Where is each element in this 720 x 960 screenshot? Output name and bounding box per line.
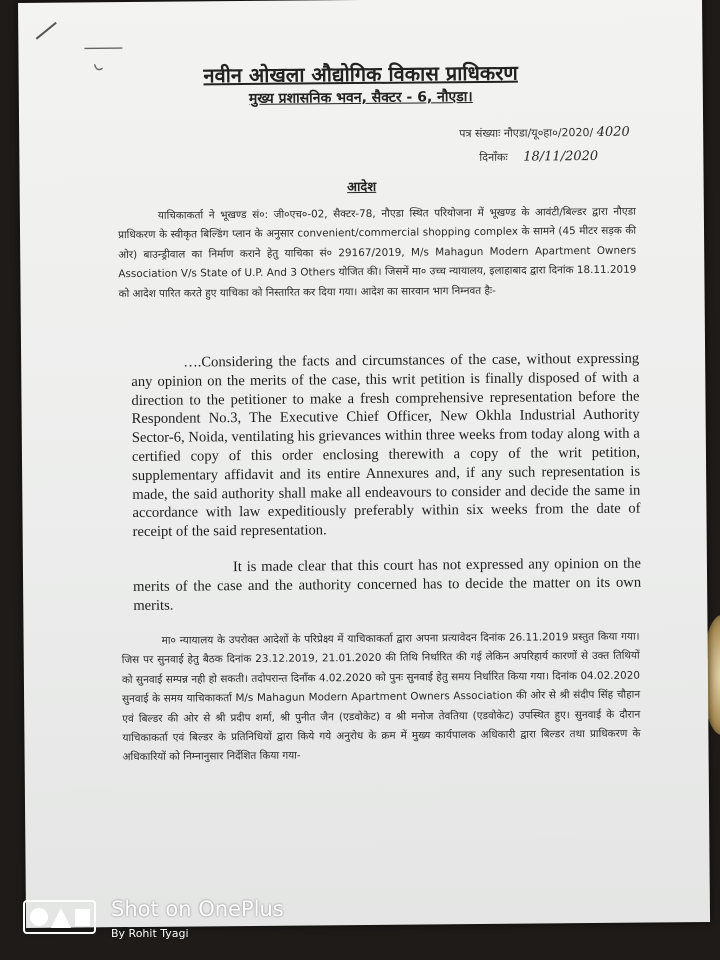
paragraph-1: याचिकाकर्ता ने भूखण्ड सं०: जी०एच०-02, सैक्टर-78, नौएडा स्थित परियोजना में भूखण्ड के आवंटी/बिल्डर द्वारा नौएडा प्राधिकरण के स्वीकृत बिल्डिंग प्लान के अनुसार convenient/commercial shopping complex के सामने (45 मीटर सड़क की ओर) बाउन्ड्रीवाल का निर्माण कराने हेतु याचिका सं० 29167/2019, M/s Mahagun Modern Apartment Owners Association V/s State of U.P. And 3 Others योजित की। जिसमें मा० उच्च न्यायालय, इलाहाबाद द्वारा दिनांक 18.11.2019 को आदेश पारित करते हुए याचिका को निस्तारित कर दिया गया। आदेश का सारवान भाग निम्नवत हैः- — [117, 205, 637, 300]
organization-address: मुख्य प्रशासनिक भवन, सैक्टर - 6, नौएडा। — [248, 89, 473, 107]
paragraph-2: मा० न्यायालय के उपरोक्त आदेशों के परिप्रेक्ष्य में याचिकाकर्ता द्वारा अपना प्रत्यावेदन दिनांक 26.11.2019 प्रस्तुत किया गया। जिस पर सुनवाई हेतु बैठक दिनांक 23.12.2019, 21.01.2020 की तिथि निर्धारित की गई लेकिन अपरिहार्य कारणों से उक्त तिथियों को सुनवाई सम्पन्न नही हो सकती। तदोपरान्त दिनाँक 4.02.2020 को पुनः सुनवाई हेतु समय निर्धारित किया गया। दिनांक 04.02.2020 सुनवाई के समय याचिकाकर्ता M/s Mahagun Modern Apartment Owners Association की ओर से श्री संदीप सिंह चौहान एवं बिल्डर की ओर से श्री प्रदीप शर्मा, श्री पुनीत जैन (एडवोकेट) व श्री मनोज तेवतिया (एडवोकेट) उपस्थित हुए। सुनवाई के दौरान याचिकाकर्ता एवं बिल्डर के प्रतिनिधियों द्वारा किये गये अनुरोध के क्रम में मुख्य कार्यपालक अधिकारी द्वारा बिल्डर तथा प्राधिकरण के अधिकारियों को निम्नानुसार निर्देशित किया गया- — [121, 630, 641, 764]
document-page — [18, 0, 710, 928]
watermark-text: Shot on OnePlus — [111, 897, 284, 921]
letter-number — [459, 121, 630, 146]
order-title: आदेश — [347, 179, 377, 196]
letter-number-label: पत्र संख्याः नौएडा/यू०हा०/2020/ — [459, 125, 594, 141]
date-handwritten: 18/11/2020 — [523, 148, 599, 165]
camera-watermark — [23, 897, 323, 947]
letter-number-handwritten: 4020 — [596, 124, 630, 140]
date-label: दिनाँकः — [479, 150, 508, 164]
quoted-order-1: ….Considering the facts and circumstances of the case, without expressing any opinion on the merits of the case, this writ petition is finally disposed of with a direction to the petitioner to make a fresh comprehensive representation before the Respondent No.3, The Executive Chief Officer, New Okhla Industrial Authority Sector-6, Noida, ventilating his grievances within three weeks from today along with a certified copy of this order enclosing therewith a copy of the writ petition, supplementary affidavit and its entire Annexures and, if any such representation is made, the said authority shall make all endeavours to consider and decide the same in accordance with law expeditiously preferably within six weeks from the date of receipt of the said representation. — [131, 350, 641, 541]
oneplus-camera-icon — [23, 900, 96, 934]
reference-block — [459, 121, 630, 170]
quoted-order-2: It is made clear that this court has not expressed any opinion on the merits of the case and the authority concerned has to decide the matter on its own merits. — [133, 555, 642, 614]
letter-date — [459, 145, 630, 170]
watermark-credit: By Rohit Tyagi — [111, 927, 189, 940]
organization-name: नवीन ओखला औद्योगिक विकास प्राधिकरण — [203, 60, 518, 88]
